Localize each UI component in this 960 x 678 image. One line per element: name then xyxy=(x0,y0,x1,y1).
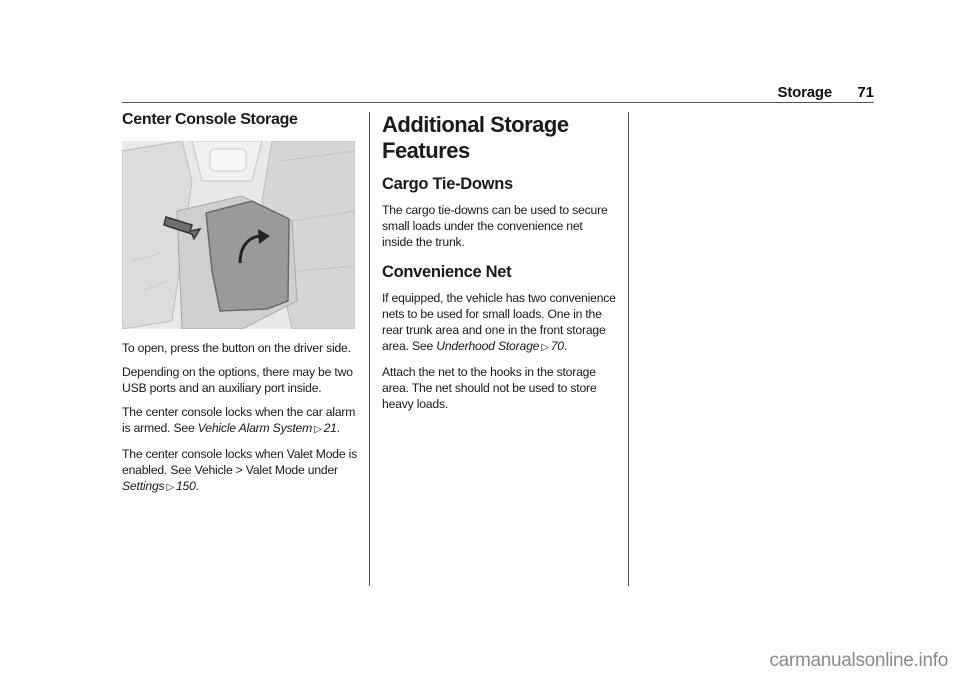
convenience-net-heading: Convenience Net xyxy=(382,263,512,281)
page-reference-icon: ▷ xyxy=(314,424,322,435)
center-console-illustration xyxy=(122,141,355,329)
page-number: 71 xyxy=(857,84,874,101)
console-open-instructions: To open, press the button on the driver side. xyxy=(122,341,351,355)
column-divider-right xyxy=(628,112,629,586)
column-divider-left xyxy=(369,112,370,586)
header-rule xyxy=(122,102,874,103)
console-alarm-note: The center console locks when the car alarm is armed. See Vehicle Alarm System ▷ 21. xyxy=(122,405,356,435)
convenience-net-attach-text: Attach the net to the hooks in the storage area. The net should not be used to store heavy loads. xyxy=(382,365,597,411)
center-console-heading: Center Console Storage xyxy=(122,111,298,128)
page-reference-icon: ▷ xyxy=(166,482,174,493)
vehicle-alarm-system-link[interactable]: Vehicle Alarm System xyxy=(197,421,313,435)
left-column xyxy=(122,112,358,128)
underhood-storage-link[interactable]: Underhood Storage xyxy=(436,339,540,353)
watermark: carmanualsonline.info xyxy=(769,650,948,671)
settings-page[interactable]: 150 xyxy=(175,479,196,493)
convenience-net-text: If equipped, the vehicle has two convenience nets to be used for small loads. One in the rear trunk area and one in the front storage area. See Underhood Storage ▷ 70. xyxy=(382,291,616,353)
underhood-storage-page[interactable]: 70 xyxy=(550,339,564,353)
cargo-tie-downs-text: The cargo tie-downs can be used to secure small loads under the convenience net inside the trunk. xyxy=(382,203,608,249)
settings-link[interactable]: Settings xyxy=(122,479,165,493)
page-reference-icon: ▷ xyxy=(541,342,549,353)
middle-column xyxy=(382,112,616,420)
additional-storage-heading: Additional Storage Features xyxy=(382,112,569,163)
left-column-body xyxy=(122,340,358,504)
page-header-section: Storage xyxy=(777,84,832,101)
cargo-tie-downs-heading: Cargo Tie-Downs xyxy=(382,175,513,193)
console-valet-note: The center console locks when Valet Mode is enabled. See Vehicle > Valet Mode under Settings ▷ 150. xyxy=(122,447,358,493)
console-usb-note: Depending on the options, there may be two USB ports and an auxiliary port inside. xyxy=(122,365,353,395)
vehicle-alarm-system-page[interactable]: 21 xyxy=(323,421,337,435)
